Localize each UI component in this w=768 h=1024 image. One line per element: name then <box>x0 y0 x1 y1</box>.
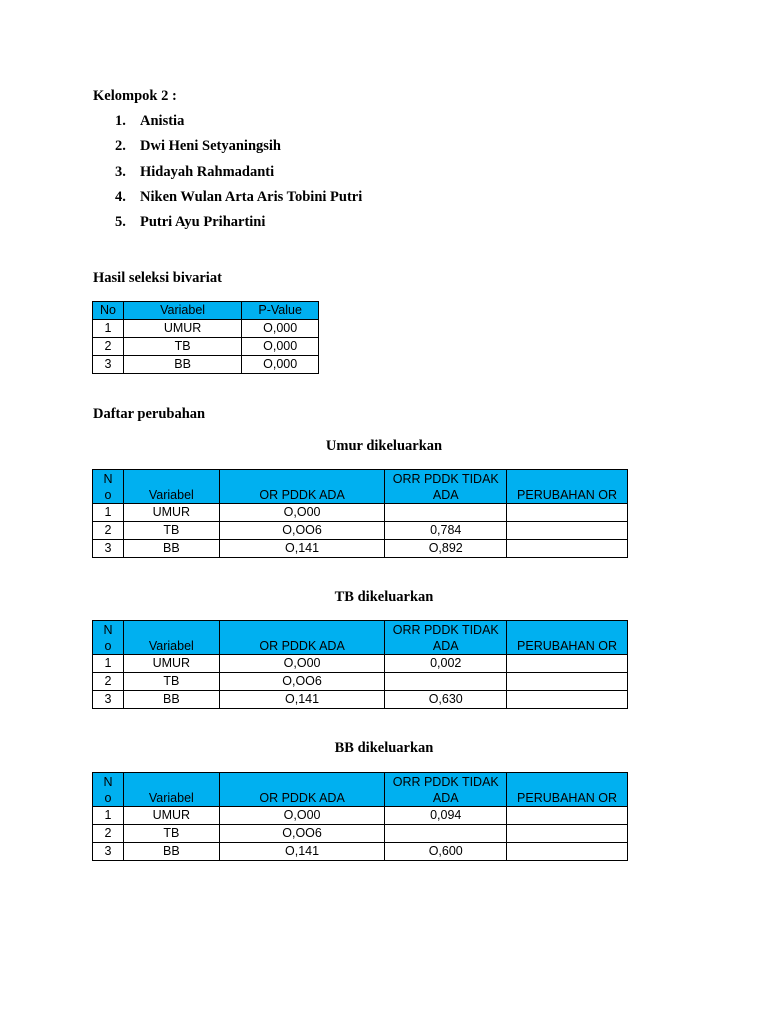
member-name: Putri Ayu Prihartini <box>140 214 266 231</box>
cell-variabel: TB <box>123 522 219 540</box>
header-no-top: N <box>103 623 113 637</box>
cell-variabel: UMUR <box>123 807 219 825</box>
list-number: 3. <box>115 163 126 180</box>
header-orr-bottom: ADA <box>432 791 459 805</box>
header-orr-bottom: ADA <box>432 488 459 502</box>
bivariate-table <box>92 301 319 374</box>
table-title-bb: BB dikeluarkan <box>334 740 434 756</box>
list-number: 1. <box>115 113 126 129</box>
member-name: Niken Wulan Arta Aris Tobini Putri <box>140 188 363 205</box>
changes-heading: Daftar perubahan <box>93 406 206 422</box>
cell-orr-tidak-ada: O,892 <box>385 540 507 558</box>
table-row <box>93 843 628 861</box>
table-row <box>93 540 628 558</box>
cell-variabel: BB <box>123 540 219 558</box>
cell-orr-tidak-ada: O,600 <box>385 843 507 861</box>
header-no-top: N <box>103 472 113 486</box>
cell-no: 3 <box>93 356 124 374</box>
cell-no: 3 <box>93 843 124 861</box>
cell-p-value: O,000 <box>242 320 319 338</box>
table-title-tb: TB dikeluarkan <box>334 589 434 605</box>
cell-no: 1 <box>93 504 124 522</box>
table-header-row <box>93 773 628 807</box>
cell-orr-tidak-ada <box>385 504 507 522</box>
header-or-ada: OR PDDK ADA <box>219 470 385 504</box>
table-row <box>93 338 319 356</box>
header-variabel: Variabel <box>123 773 219 807</box>
cell-variabel: UMUR <box>123 504 219 522</box>
table-title-umur: Umur dikeluarkan <box>325 438 443 454</box>
table-row <box>93 356 319 374</box>
header-variabel: Variabel <box>123 621 219 655</box>
cell-variabel: TB <box>123 338 241 356</box>
cell-no: 1 <box>93 807 124 825</box>
list-item <box>115 136 362 161</box>
header-perubahan: PERUBAHAN OR <box>507 773 628 807</box>
table-row <box>93 522 628 540</box>
cell-no: 1 <box>93 655 124 673</box>
cell-or-ada: O,O00 <box>219 807 385 825</box>
table-header-row <box>93 470 628 504</box>
member-list <box>115 111 362 237</box>
cell-no: 3 <box>93 540 124 558</box>
header-perubahan: PERUBAHAN OR <box>507 470 628 504</box>
cell-perubahan <box>507 504 628 522</box>
cell-no: 2 <box>93 825 124 843</box>
cell-variabel: BB <box>123 356 241 374</box>
header-orr-top: ORR PDDK TIDAK <box>392 775 499 789</box>
cell-variabel: BB <box>123 843 219 861</box>
cell-or-ada: O,O00 <box>219 655 385 673</box>
cell-or-ada: O,OO6 <box>219 673 385 691</box>
header-orr-tidak-ada <box>385 621 507 655</box>
cell-no: 1 <box>93 320 124 338</box>
cell-perubahan <box>507 807 628 825</box>
header-perubahan: PERUBAHAN OR <box>507 621 628 655</box>
cell-perubahan <box>507 843 628 861</box>
cell-or-ada: O,141 <box>219 691 385 709</box>
header-no: No <box>93 302 124 320</box>
cell-p-value: O,000 <box>242 338 319 356</box>
cell-perubahan <box>507 522 628 540</box>
cell-no: 3 <box>93 691 124 709</box>
cell-variabel: TB <box>123 825 219 843</box>
list-number: 5. <box>115 214 126 231</box>
table-row <box>93 691 628 709</box>
cell-no: 2 <box>93 522 124 540</box>
table-row <box>93 504 628 522</box>
table-row <box>93 807 628 825</box>
group-title: Kelompok 2 : <box>93 88 177 104</box>
cell-orr-tidak-ada: O,630 <box>385 691 507 709</box>
cell-variabel: BB <box>123 691 219 709</box>
header-orr-bottom: ADA <box>432 639 459 653</box>
cell-orr-tidak-ada: 0,002 <box>385 655 507 673</box>
cell-perubahan <box>507 825 628 843</box>
cell-or-ada: O,OO6 <box>219 522 385 540</box>
header-orr-top: ORR PDDK TIDAK <box>392 623 499 637</box>
cell-perubahan <box>507 691 628 709</box>
header-no-bottom: o <box>104 488 112 502</box>
cell-variabel: UMUR <box>123 320 241 338</box>
cell-or-ada: O,141 <box>219 540 385 558</box>
header-p-value: P-Value <box>242 302 319 320</box>
list-item <box>115 162 362 187</box>
member-name: Hidayah Rahmadanti <box>140 163 275 180</box>
cell-or-ada: O,OO6 <box>219 825 385 843</box>
cell-or-ada: O,141 <box>219 843 385 861</box>
cell-perubahan <box>507 673 628 691</box>
table-row <box>93 655 628 673</box>
header-no <box>93 621 124 655</box>
list-number: 2. <box>115 138 126 155</box>
cell-variabel: TB <box>123 673 219 691</box>
list-number: 4. <box>115 188 126 205</box>
table-row <box>93 320 319 338</box>
header-orr-top: ORR PDDK TIDAK <box>392 472 499 486</box>
member-name: Dwi Heni Setyaningsih <box>140 138 281 155</box>
cell-orr-tidak-ada <box>385 673 507 691</box>
cell-perubahan <box>507 655 628 673</box>
header-variabel: Variabel <box>123 302 241 320</box>
header-no <box>93 470 124 504</box>
header-orr-tidak-ada <box>385 470 507 504</box>
cell-orr-tidak-ada: 0,784 <box>385 522 507 540</box>
header-no-bottom: o <box>104 639 112 653</box>
header-no-bottom: o <box>104 791 112 805</box>
changes-table-umur <box>92 469 628 558</box>
list-item <box>115 111 362 136</box>
cell-p-value: O,000 <box>242 356 319 374</box>
cell-or-ada: O,O00 <box>219 504 385 522</box>
cell-orr-tidak-ada <box>385 825 507 843</box>
changes-table-tb <box>92 620 628 709</box>
table-row <box>93 673 628 691</box>
header-or-ada: OR PDDK ADA <box>219 621 385 655</box>
bivariate-heading: Hasil seleksi bivariat <box>93 270 222 286</box>
cell-variabel: UMUR <box>123 655 219 673</box>
cell-perubahan <box>507 540 628 558</box>
table-header-row <box>93 302 319 320</box>
table-header-row <box>93 621 628 655</box>
header-no <box>93 773 124 807</box>
header-orr-tidak-ada <box>385 773 507 807</box>
cell-no: 2 <box>93 338 124 356</box>
header-no-top: N <box>103 775 113 789</box>
cell-no: 2 <box>93 673 124 691</box>
cell-orr-tidak-ada: 0,094 <box>385 807 507 825</box>
header-or-ada: OR PDDK ADA <box>219 773 385 807</box>
changes-table-bb <box>92 772 628 861</box>
list-item <box>115 212 362 237</box>
table-row <box>93 825 628 843</box>
header-variabel: Variabel <box>123 470 219 504</box>
member-name: Anistia <box>140 113 185 129</box>
list-item <box>115 187 362 212</box>
